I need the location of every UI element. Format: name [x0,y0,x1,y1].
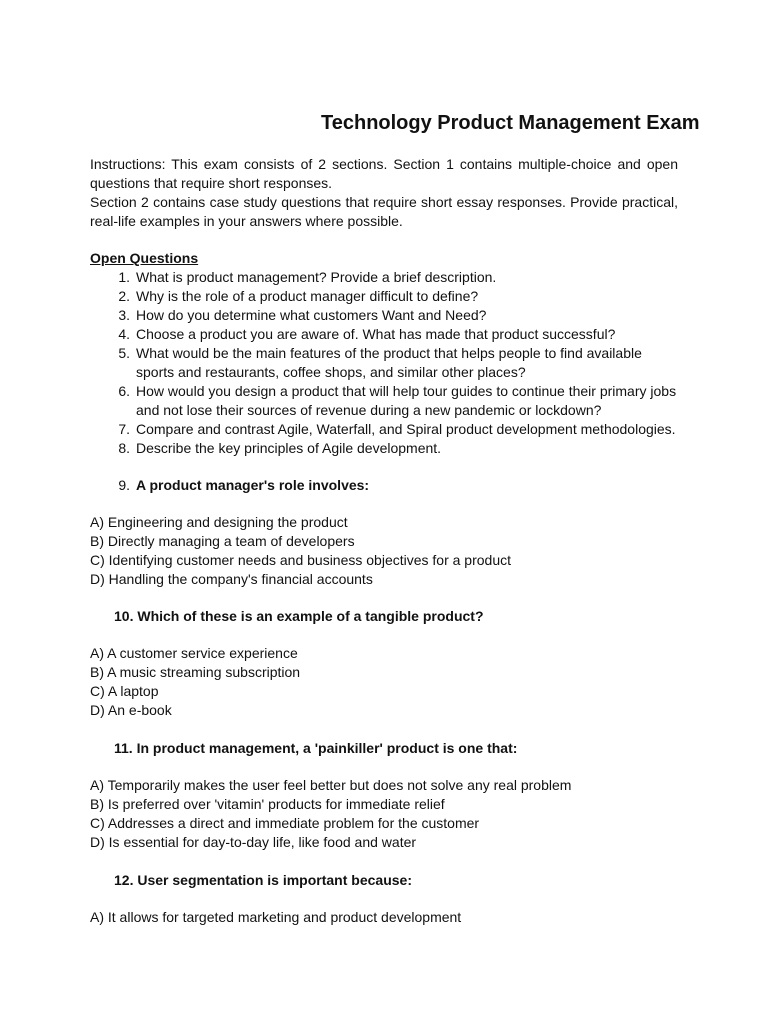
answer-option: C) Identifying customer needs and business objectives for a product [90,552,512,568]
item-text: Choose a product you are aware of. What has made that product successful? [136,326,616,342]
mc-question [90,739,680,758]
question-number: 11. [114,740,133,756]
item-text: What is product management? Provide a brief description. [136,269,497,285]
list-item [90,420,680,439]
mc-question [90,476,680,495]
list-item [90,382,680,420]
item-number: 5. [118,345,130,361]
item-number: 4. [118,326,130,342]
answer-option: B) Is preferred over 'vitamin' products for immediate relief [90,796,445,812]
list-item [90,439,680,458]
answer-options [90,908,680,927]
list-item [90,306,680,325]
item-number: 7. [118,421,130,437]
instructions [90,155,678,231]
list-item [90,325,680,344]
mc-question-block [90,739,680,852]
list-item [90,287,680,306]
instructions-paragraph-1: Instructions: This exam consists of 2 sections. Section 1 contains multiple-choice and open questions that require short responses. [90,156,678,191]
item-text: Why is the role of a product manager difficult to define? [136,288,479,304]
answer-option: D) Handling the company's financial accounts [90,571,373,587]
answer-option: A) A customer service experience [90,645,298,661]
answer-option: D) Is essential for day-to-day life, like food and water [90,834,417,850]
item-number: 3. [118,307,130,323]
answer-option: B) Directly managing a team of developers [90,533,355,549]
item-text: Compare and contrast Agile, Waterfall, and Spiral product development methodologies. [136,421,676,437]
answer-options [90,644,680,720]
list-item [90,344,680,382]
answer-option: C) Addresses a direct and immediate problem for the customer [90,815,480,831]
instructions-paragraph-2: Section 2 contains case study questions that require short essay responses. Provide practical, real-life examples in your answers where possible. [90,194,678,229]
page-title: Technology Product Management Exam [321,112,700,134]
answer-option: A) Engineering and designing the product [90,514,348,530]
question-text: Which of these is an example of a tangible product? [137,608,484,624]
question-text: User segmentation is important because: [137,872,412,888]
mc-question [90,871,680,890]
answer-option: A) It allows for targeted marketing and product development [90,909,462,925]
item-text: Describe the key principles of Agile development. [136,440,442,456]
question-text: A product manager's role involves: [136,477,370,493]
question-text: In product management, a 'painkiller' product is one that: [136,740,518,756]
mc-question-block [90,871,680,927]
item-number: 1. [118,269,130,285]
answer-option: D) An e-book [90,702,172,718]
question-number: 9. [118,477,130,493]
mc-question [90,607,680,626]
answer-options [90,776,680,852]
item-number: 8. [118,440,130,456]
list-item [90,268,680,287]
item-text: What would be the main features of the product that helps people to find available sports and restaurants, coffee shops, and similar other places? [136,345,642,380]
open-questions-list [90,268,680,458]
mc-question-block [90,607,680,720]
mc-question-block [90,476,680,589]
question-number: 10. [114,608,134,624]
question-number: 12. [114,872,134,888]
item-number: 2. [118,288,130,304]
answer-options [90,513,680,589]
item-text: How do you determine what customers Want and Need? [136,307,487,323]
answer-option: C) A laptop [90,683,159,699]
item-text: How would you design a product that will help tour guides to continue their primary jobs and not lose their sources of revenue during a new pandemic or lockdown? [136,383,677,418]
answer-option: A) Temporarily makes the user feel better but does not solve any real problem [90,777,572,793]
open-questions-heading: Open Questions [90,250,199,266]
answer-option: B) A music streaming subscription [90,664,301,680]
item-number: 6. [118,383,130,399]
